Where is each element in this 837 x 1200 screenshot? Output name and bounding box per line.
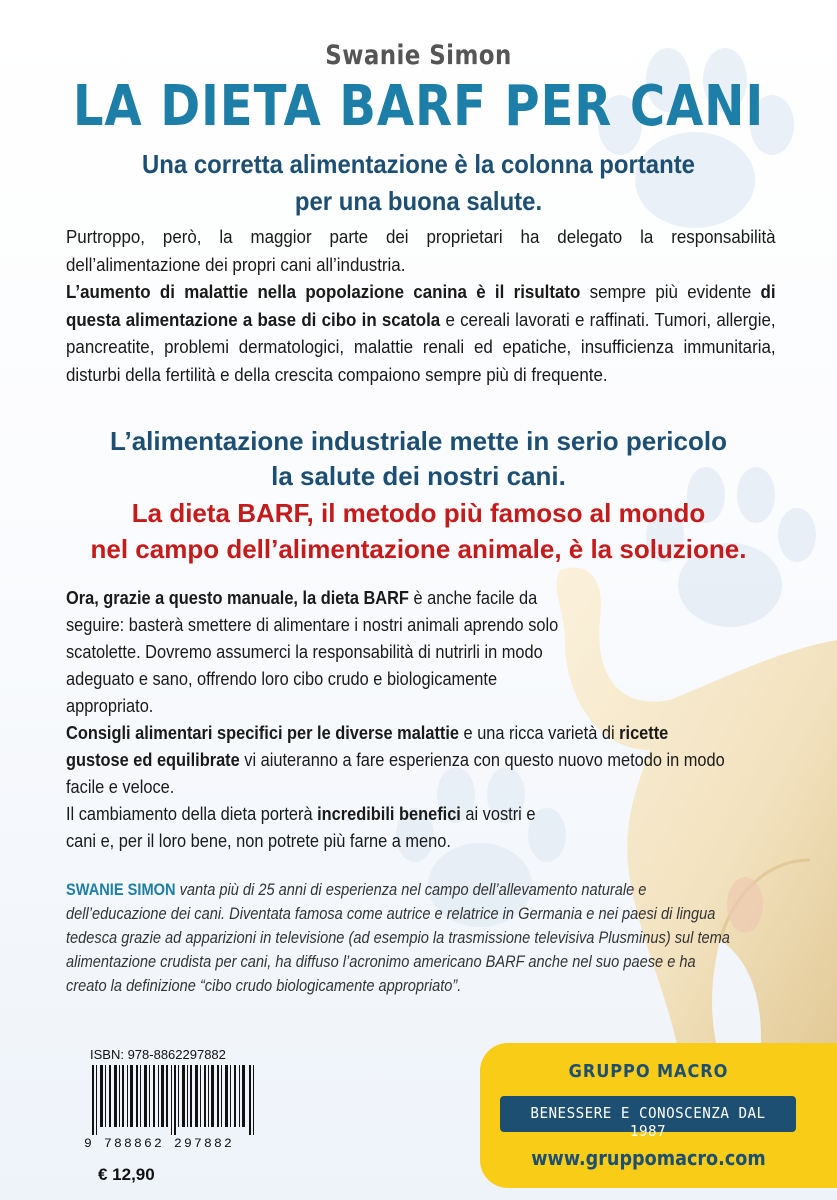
publisher-url: www.gruppomacro.com bbox=[531, 1146, 766, 1170]
description-paragraph bbox=[66, 801, 570, 855]
book-title: LA DIETA BARF PER CANI bbox=[72, 74, 765, 139]
description-span: e una ricca varietà di bbox=[459, 723, 620, 743]
subtitle bbox=[89, 146, 749, 220]
bio-author-name: SWANIE SIMON bbox=[66, 880, 176, 899]
price: € 12,90 bbox=[98, 1165, 155, 1184]
description-span: Il cambiamento della dieta porterà bbox=[66, 804, 318, 824]
description-paragraph bbox=[66, 585, 570, 720]
intro-span: e cereali lavorati e raffinati. Tumori, allergie, pancreatite, problemi dermatologici, malattie renali ed epatiche, insufficienza immunitaria, disturbi della fertilità e della crescita compaiono sempre più di frequente. bbox=[66, 309, 776, 385]
description-bold: incredibili benefici bbox=[317, 804, 461, 824]
barcode-graphic bbox=[90, 1065, 260, 1135]
barcode-area bbox=[84, 1047, 264, 1157]
intro-paragraph bbox=[66, 279, 776, 389]
highlight-line: La dieta BARF, il metodo più famoso al mondo bbox=[131, 498, 706, 528]
highlight-line: L’alimentazione industriale mette in serio pericolo bbox=[110, 426, 727, 456]
description-text bbox=[66, 585, 750, 855]
intro-span: sempre più evidente bbox=[580, 282, 761, 302]
description-span: ai vostri e cani e, per il loro bene, non potrete più farne a meno. bbox=[66, 804, 536, 851]
description-span: è anche facile da seguire: basterà smettere di alimentare i nostri animali aprendo solo scatolette. Dovremo assumerci la responsabilità di nutrirli in modo adeguato e sano, offrendo loro cibo crudo e biologicamente appropriato. bbox=[66, 588, 559, 716]
bio-text: vanta più di 25 anni di esperienza nel campo dell’allevamento naturale e dell’educazione dei cani. Diventata famosa come autrice e relatrice in Germania e nei paesi di lingua tedesca grazie ad apparizioni in televisione (ad esempio la trasmissione televisiva Plusminus) sul tema alimentazione crudista per cani, ha diffuso l’acronimo americano BARF anche nel suo paese e ha creato la definizione “cibo crudo biologicamente appropriato”. bbox=[66, 880, 730, 995]
highlight-red bbox=[30, 495, 807, 567]
isbn-label: ISBN: 978-8862297882 bbox=[90, 1047, 226, 1062]
intro-bold: L’aumento di malattie nella popolazione canina è il risultato bbox=[66, 282, 581, 302]
author-bio bbox=[66, 878, 735, 998]
author-name: Swanie Simon bbox=[325, 40, 512, 71]
publisher-box bbox=[480, 1043, 837, 1188]
description-bold: ricette gustose ed equilibrate bbox=[66, 723, 669, 770]
intro-bold: di questa alimentazione a base di cibo in scatola bbox=[66, 282, 776, 330]
publisher-name: GRUPPO MACRO bbox=[568, 1061, 729, 1082]
intro-paragraph: Purtroppo, però, la maggior parte dei proprietari ha delegato la responsabilità dell’alimentazione dei propri cani all’industria. bbox=[66, 227, 776, 275]
publisher-slogan-band bbox=[500, 1096, 796, 1140]
description-bold: Consigli alimentari specifici per le diverse malattie bbox=[66, 723, 460, 743]
description-span: vi aiuteranno a fare esperienza con questo nuovo metodo in modo facile e veloce. bbox=[66, 750, 725, 797]
subtitle-line: per una buona salute. bbox=[294, 186, 543, 216]
description-paragraph bbox=[66, 720, 732, 801]
intro-text bbox=[66, 224, 776, 389]
highlight-line: nel campo dell’alimentazione animale, è la soluzione. bbox=[90, 534, 747, 564]
highlight-blue bbox=[40, 424, 797, 494]
publisher-slogan: BENESSERE E CONOSCENZA DAL 1987 bbox=[530, 1104, 766, 1140]
highlight-line: la salute dei nostri cani. bbox=[271, 461, 566, 491]
barcode-digits: 9 788862 297882 bbox=[84, 1136, 235, 1151]
description-bold: Ora, grazie a questo manuale, la dieta BARF bbox=[66, 588, 409, 608]
subtitle-line: Una corretta alimentazione è la colonna portante bbox=[142, 149, 695, 179]
